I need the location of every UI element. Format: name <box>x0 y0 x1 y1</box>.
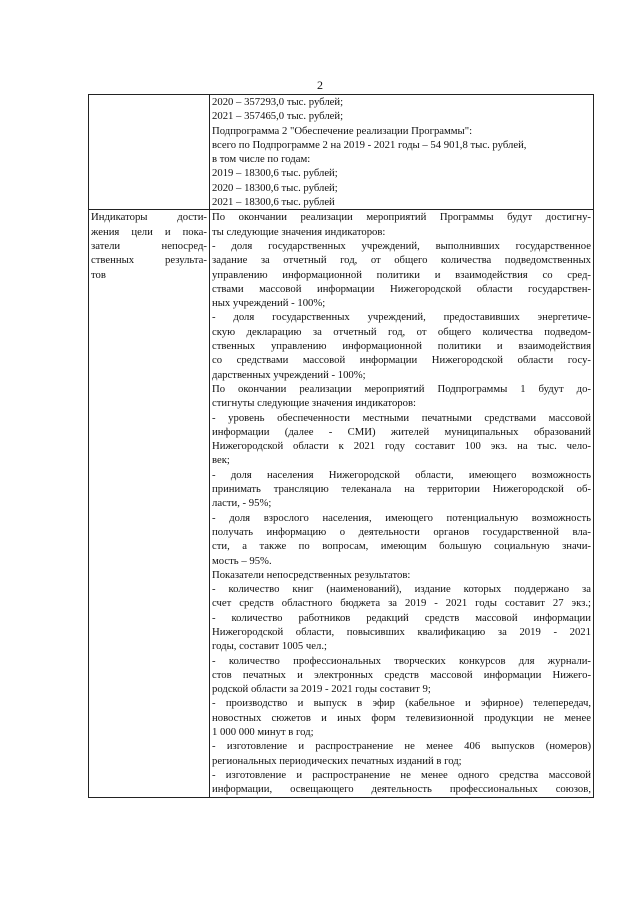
indicator-line: новостных сюжетов и иных форм телевизионной продукции не менее <box>212 711 591 724</box>
indicator-line: - количество профессиональных творческих конкурсов для журнали- <box>212 654 591 667</box>
indicator-line: - доля государственных учреждений, предоставивших энергетиче- <box>212 311 591 324</box>
indicator-line: региональных периодических печатных изданий в год; <box>212 754 462 767</box>
page-number: 2 <box>317 78 323 92</box>
indicators-label-line: ственных результа- <box>91 254 207 267</box>
funding-line: 2019 – 18300,6 тыс. рублей; <box>212 167 338 180</box>
indicator-line: стов печатных и электронных средств массовой информации Нижего- <box>212 668 591 681</box>
table-row-funding <box>89 95 594 210</box>
funding-line: 2020 – 357293,0 тыс. рублей; <box>212 96 344 108</box>
indicator-line: ты следующие значения индикаторов: <box>212 225 386 238</box>
indicator-line: - количество книг (наименований), издание которых поддержано за <box>212 583 591 596</box>
indicator-line: По окончании реализации мероприятий Программы будут достигну- <box>212 211 591 224</box>
indicator-line: мость – 95%. <box>212 554 272 567</box>
indicator-line: ных учреждений - 100%; <box>212 297 326 310</box>
indicator-line: принимать трансляцию телеканала на территории Нижегородской об- <box>212 483 591 496</box>
indicator-line: информации, освещающего деятельность профессиональных союзов, <box>212 783 591 796</box>
indicator-line: стигнуты следующие значения индикаторов: <box>212 397 416 410</box>
funding-line: 2020 – 18300,6 тыс. рублей; <box>212 181 338 194</box>
table-row-indicators <box>89 210 594 797</box>
indicator-line: информации (далее - СМИ) жителей муниципальных образований <box>212 425 591 438</box>
indicators-label-line: Индикаторы дости- <box>91 211 207 224</box>
indicators-label-line: жения цели и пока- <box>91 225 207 238</box>
indicator-line: Показатели непосредственных результатов: <box>212 568 411 581</box>
program-passport-table <box>88 94 594 798</box>
indicator-line: скую декларацию за отчетный год, от общего количества подведом- <box>212 325 591 338</box>
indicator-line: управлению информационной политики и взаимодействия со сред- <box>212 268 591 281</box>
indicator-line: - доля взрослого населения, имеющего потенциальную возможность <box>212 511 591 524</box>
funding-line: Подпрограмма 2 "Обеспечение реализации Программы": <box>212 124 473 137</box>
indicator-line: век; <box>212 454 230 467</box>
indicator-line: Нижегородской области, повысивших квалификацию за 2019 - 2021 <box>212 625 591 638</box>
indicator-line: со средствами массовой информации Нижегородской области госу- <box>212 354 591 367</box>
indicators-label-line: затели непосред- <box>91 239 207 252</box>
row1-left-cell <box>89 95 210 210</box>
funding-line: 2021 – 357465,0 тыс. рублей; <box>212 110 344 123</box>
row1-right-cell <box>210 95 594 210</box>
indicator-line: - количество работников редакций средств массовой информации <box>212 611 591 624</box>
funding-line: в том числе по годам: <box>212 153 311 166</box>
indicator-line: ласти, - 95%; <box>212 497 272 510</box>
indicator-line: родской области за 2019 - 2021 годы составит 9; <box>212 683 431 696</box>
indicator-line: задание за отчетный год, от общего количества подведомственных <box>212 254 591 267</box>
indicator-line: ственных управлению информационной политики и взаимодействия <box>212 340 591 353</box>
indicator-line: 1 000 000 минут в год; <box>212 726 314 739</box>
indicator-line: счет средств областного бюджета за 2019 - 2021 годы составит 27 экз.; <box>212 597 591 610</box>
indicator-line: - доля населения Нижегородской области, имеющего возможность <box>212 468 591 481</box>
indicator-line: сти, а также по вопросам, имеющим большую социальную значи- <box>212 540 591 553</box>
indicators-text-cell <box>210 210 594 797</box>
indicator-line: - изготовление и распространение не менее 406 выпусков (номеров) <box>212 740 591 753</box>
indicator-line: получать информацию о деятельности органов государственной вла- <box>212 525 591 538</box>
funding-line: 2021 – 18300,6 тыс. рублей <box>212 196 335 209</box>
indicator-line: ствами массовой информации Нижегородской области государствен- <box>212 282 591 295</box>
indicators-label-cell <box>89 210 210 797</box>
indicator-line: - производство и выпуск в эфир (кабельное и эфирное) телепередач, <box>212 697 591 710</box>
indicator-line: - уровень обеспеченности местными печатными средствами массовой <box>212 411 591 424</box>
indicator-line: - доля государственных учреждений, выполнивших государственное <box>212 239 591 252</box>
indicator-line: Нижегородской области к 2021 году составит 100 экз. на тыс. чело- <box>212 440 591 453</box>
indicator-line: - изготовление и распространение не менее одного средства массовой <box>212 768 591 781</box>
indicators-label-line: тов <box>91 268 106 281</box>
indicator-line: По окончании реализации мероприятий Подпрограммы 1 будут до- <box>212 382 591 395</box>
indicator-line: дарственных учреждений - 100%; <box>212 368 366 381</box>
indicator-line: годы, составит 1005 чел.; <box>212 640 328 653</box>
funding-line: всего по Подпрограмме 2 на 2019 - 2021 годы – 54 901,8 тыс. рублей, <box>212 138 527 151</box>
